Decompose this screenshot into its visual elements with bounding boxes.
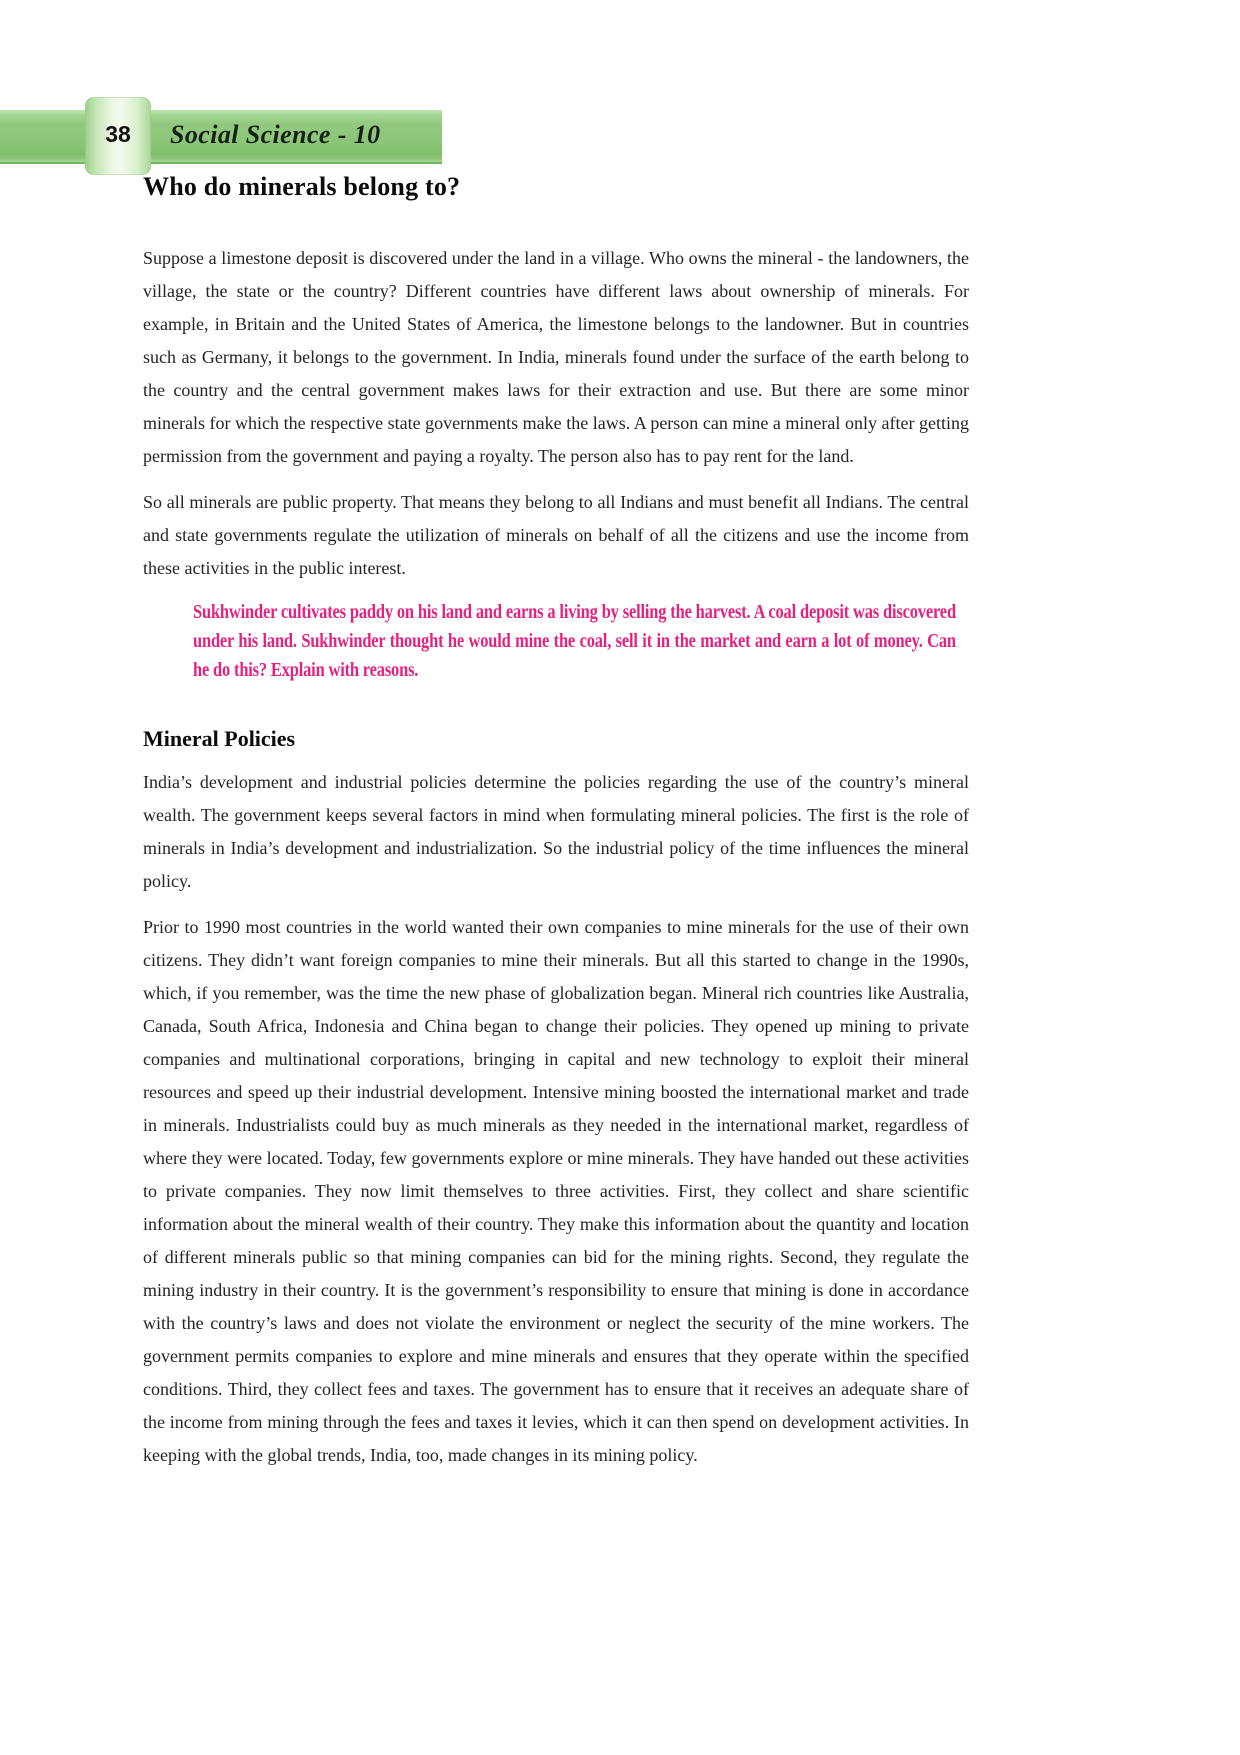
- paragraph-global-mining-trends: Prior to 1990 most countries in the world wanted their own companies to mine minerals for the use of their own citizens. They didn’t want foreign companies to mine their minerals. But all this started to change in the 1990s, which, if you remember, was the time the new phase of globalization began. Mineral rich countries like Australia, Canada, South Africa, Indonesia and China began to change their policies. They opened up mining to private companies and multinational corporations, bringing in capital and new technology to exploit their mineral resources and speed up their industrial development. Intensive mining boosted the international market and trade in minerals. Industrialists could buy as much minerals as they needed in the international market, regardless of where they were located. Today, few governments explore or mine minerals. They have handed out these activities to private companies. They now limit themselves to three activities. First, they collect and share scientific information about the mineral wealth of their country. They make this information about the quantity and location of different minerals public so that mining companies can bid for the mining rights. Second, they regulate the mining industry in their country. It is the government’s responsibility to ensure that mining is done in accordance with the country’s laws and does not violate the environment or neglect the security of the mine workers. The government permits companies to explore and mine minerals and ensures that they operate within the specified conditions. Third, they collect fees and taxes. The government has to ensure that it receives an adequate share of the income from mining through the fees and taxes it levies, which it can then spend on development activities. In keeping with the global trends, India, too, made changes in its mining policy.: [143, 917, 969, 1465]
- paragraph-policy-factors: India’s development and industrial policies determine the policies regarding the use of the country’s mineral wealth. The government keeps several factors in mind when formulating mineral policies. The first is the role of minerals in India’s development and industrialization. So the industrial policy of the time influences the mineral policy.: [143, 772, 969, 891]
- section-title-who-do-minerals-belong-to: Who do minerals belong to?: [143, 172, 461, 201]
- paragraph-public-property: So all minerals are public property. That means they belong to all Indians and must benefit all Indians. The central and state governments regulate the utilization of minerals on behalf of all the citizens and use the income from these activities in the public interest.: [143, 492, 969, 578]
- course-title: Social Science - 10: [170, 120, 381, 149]
- paragraph-mineral-ownership: Suppose a limestone deposit is discovered under the land in a village. Who owns the mineral - the landowners, the village, the state or the country? Different countries have different laws about ownership of minerals. For example, in Britain and the United States of America, the limestone belongs to the landowner. But in countries such as Germany, it belongs to the government. In India, minerals found under the surface of the earth belong to the country and the central government makes laws for their extraction and use. But there are some minor minerals for which the respective state governments make the laws. A person can mine a mineral only after getting permission from the government and paying a royalty. The person also has to pay rent for the land.: [143, 248, 969, 466]
- page-number: 38: [105, 121, 131, 147]
- section-title-mineral-policies: Mineral Policies: [143, 726, 296, 751]
- page-content: [143, 170, 969, 1485]
- activity-question-sukhwinder: Sukhwinder cultivates paddy on his land and earns a living by selling the harvest. A coal deposit was discovered under his land. Sukhwinder thought he would mine the coal, sell it in the market and earn a lot of money. Can he do this? Explain with reasons.: [193, 602, 956, 681]
